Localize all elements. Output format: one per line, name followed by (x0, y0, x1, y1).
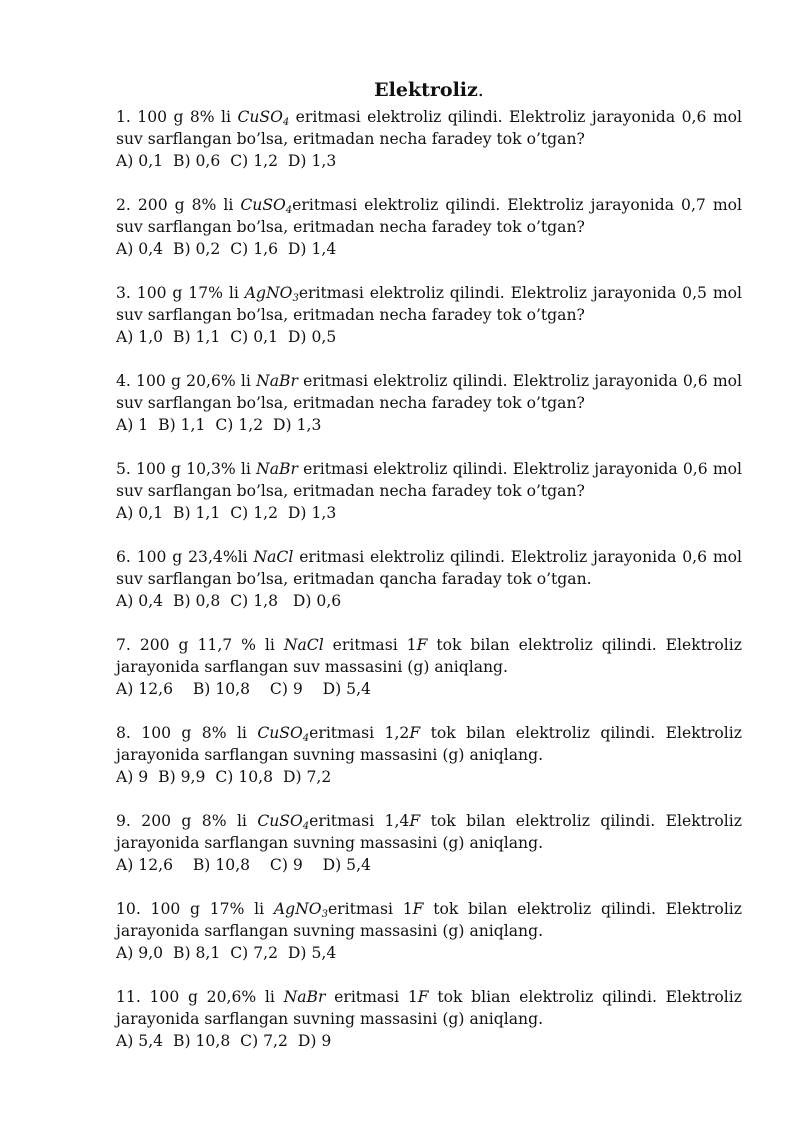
question-item (116, 546, 742, 612)
question-rest: eritmasi 1,2 (309, 724, 410, 742)
question-text (116, 106, 742, 150)
question-item (116, 194, 742, 260)
question-rest: tok bilan elektroliz qilindi. Elektroliz jarayonida sarflangan suvning massasini (g) aniqlang. (116, 812, 742, 852)
chem-subscript: 4 (282, 117, 290, 128)
question-text (116, 194, 742, 238)
chem-symbol: CuSO (257, 812, 303, 830)
question-text (116, 634, 742, 678)
title-text: Elektroliz (374, 79, 478, 101)
question-lead: 11. 100 g 20,6% li (116, 988, 284, 1006)
question-text (116, 898, 742, 942)
question-rest: eritmasi 1 (323, 636, 417, 654)
question-rest: eritmasi elektroliz qilindi. Elektroliz jarayonida 0,7 mol suv sarflangan bo’lsa, eritmadan necha faradey tok o’tgan? (116, 196, 742, 236)
question-item (116, 898, 742, 964)
question-lead: 5. 100 g 10,3% li (116, 460, 257, 478)
question-rest: tok bilan elektroliz qilindi. Elektroliz jarayonida sarflangan suv massasini (g) aniqlang. (116, 636, 742, 676)
question-item (116, 986, 742, 1052)
chem-formula (237, 108, 289, 126)
chem-symbol: AgNO (244, 284, 293, 302)
faraday-unit: F (416, 636, 428, 654)
answer-options: A) 1,0 B) 1,1 C) 0,1 D) 0,5 (116, 328, 337, 346)
answer-options: A) 0,4 B) 0,8 C) 1,8 D) 0,6 (116, 592, 342, 610)
question-item (116, 370, 742, 436)
answer-options: A) 0,4 B) 0,2 C) 1,6 D) 1,4 (116, 240, 337, 258)
faraday-unit: F (409, 812, 421, 830)
question-lead: 6. 100 g 23,4%li (116, 548, 254, 566)
chem-formula: NaBr (256, 460, 298, 478)
question-lead: 4. 100 g 20,6% li (116, 372, 257, 390)
chem-formula (240, 196, 292, 214)
chem-symbol: CuSO (257, 724, 303, 742)
question-item (116, 106, 742, 172)
question-item (116, 722, 742, 788)
question-rest: tok bilan elektroliz qilindi. Elektroliz jarayonida sarflangan suvning massasini (g) aniqlang. (116, 724, 742, 764)
question-rest: eritmasi elektroliz qilindi. Elektroliz jarayonida 0,6 mol suv sarflangan bo’lsa, eritmadan necha faradey tok o’tgan? (116, 372, 742, 412)
chem-subscript: 4 (285, 205, 293, 216)
faraday-unit: F (417, 988, 429, 1006)
question-item (116, 810, 742, 876)
question-rest: eritmasi 1 (325, 988, 418, 1006)
answer-options: A) 5,4 B) 10,8 C) 7,2 D) 9 (116, 1032, 332, 1050)
question-rest: tok blian elektroliz qilindi. Elektroliz jarayonida sarflangan suvning massasini (g) aniqlang. (116, 988, 742, 1028)
chem-formula (257, 724, 309, 742)
question-item (116, 458, 742, 524)
chem-subscript: 3 (292, 293, 299, 304)
answer-options: A) 0,1 B) 1,1 C) 1,2 D) 1,3 (116, 504, 337, 522)
chem-subscript: 3 (321, 909, 328, 920)
chem-symbol: CuSO (240, 196, 286, 214)
question-lead: 2. 200 g 8% li (116, 196, 241, 214)
chem-formula: NaCl (253, 548, 294, 566)
question-text (116, 370, 742, 414)
question-rest: eritmasi 1 (327, 900, 413, 918)
question-text (116, 282, 742, 326)
question-rest: eritmasi elektroliz qilindi. Elektroliz jarayonida 0,6 mol suv sarflangan bo’lsa, eritmadan necha faradey tok o’tgan? (116, 108, 743, 148)
chem-formula (245, 284, 299, 302)
faraday-unit: F (409, 724, 421, 742)
chem-formula: NaCl (283, 636, 324, 654)
chem-formula: NaBr (283, 988, 326, 1006)
question-rest: eritmasi elektroliz qilindi. Elektroliz jarayonida 0,6 mol suv sarflangan bo’lsa, eritmadan qancha faraday tok o’tgan. (116, 548, 743, 588)
answer-options: A) 9,0 B) 8,1 C) 7,2 D) 5,4 (116, 944, 337, 962)
question-rest: eritmasi elektroliz qilindi. Elektroliz jarayonida 0,6 mol suv sarflangan bo’lsa, eritmadan necha faradey tok o’tgan? (116, 460, 742, 500)
question-rest: tok bilan elektroliz qilindi. Elektroliz jarayonida sarflangan suvning massasini (g) aniqlang. (116, 900, 743, 940)
question-text (116, 458, 742, 502)
question-text (116, 546, 742, 590)
chem-formula: NaBr (256, 372, 298, 390)
question-item (116, 634, 742, 700)
chem-formula (257, 812, 309, 830)
chem-formula (274, 900, 328, 918)
question-lead: 1. 100 g 8% li (116, 108, 238, 126)
answer-options: A) 1 B) 1,1 C) 1,2 D) 1,3 (116, 416, 322, 434)
document-title (116, 78, 742, 102)
question-lead: 7. 200 g 11,7 % li (116, 636, 284, 654)
question-lead: 8. 100 g 8% li (116, 724, 258, 742)
question-text (116, 810, 742, 854)
answer-options: A) 12,6 B) 10,8 C) 9 D) 5,4 (116, 680, 371, 698)
document-page (116, 78, 742, 1074)
chem-subscript: 4 (302, 733, 310, 744)
chem-symbol: CuSO (237, 108, 283, 126)
answer-options: A) 0,1 B) 0,6 C) 1,2 D) 1,3 (116, 152, 337, 170)
chem-symbol: AgNO (273, 900, 322, 918)
question-lead: 9. 200 g 8% li (116, 812, 258, 830)
question-item (116, 282, 742, 348)
question-rest: eritmasi elektroliz qilindi. Elektroliz jarayonida 0,5 mol suv sarflangan bo’lsa, eritmadan necha faradey tok o’tgan? (116, 284, 742, 324)
answer-options: A) 9 B) 9,9 C) 10,8 D) 7,2 (116, 768, 332, 786)
answer-options: A) 12,6 B) 10,8 C) 9 D) 5,4 (116, 856, 371, 874)
question-lead: 3. 100 g 17% li (116, 284, 245, 302)
question-rest: eritmasi 1,4 (309, 812, 410, 830)
faraday-unit: F (412, 900, 424, 918)
title-dot: . (477, 79, 484, 101)
question-lead: 10. 100 g 17% li (116, 900, 274, 918)
question-text (116, 722, 742, 766)
chem-subscript: 4 (302, 821, 310, 832)
question-text (116, 986, 742, 1030)
